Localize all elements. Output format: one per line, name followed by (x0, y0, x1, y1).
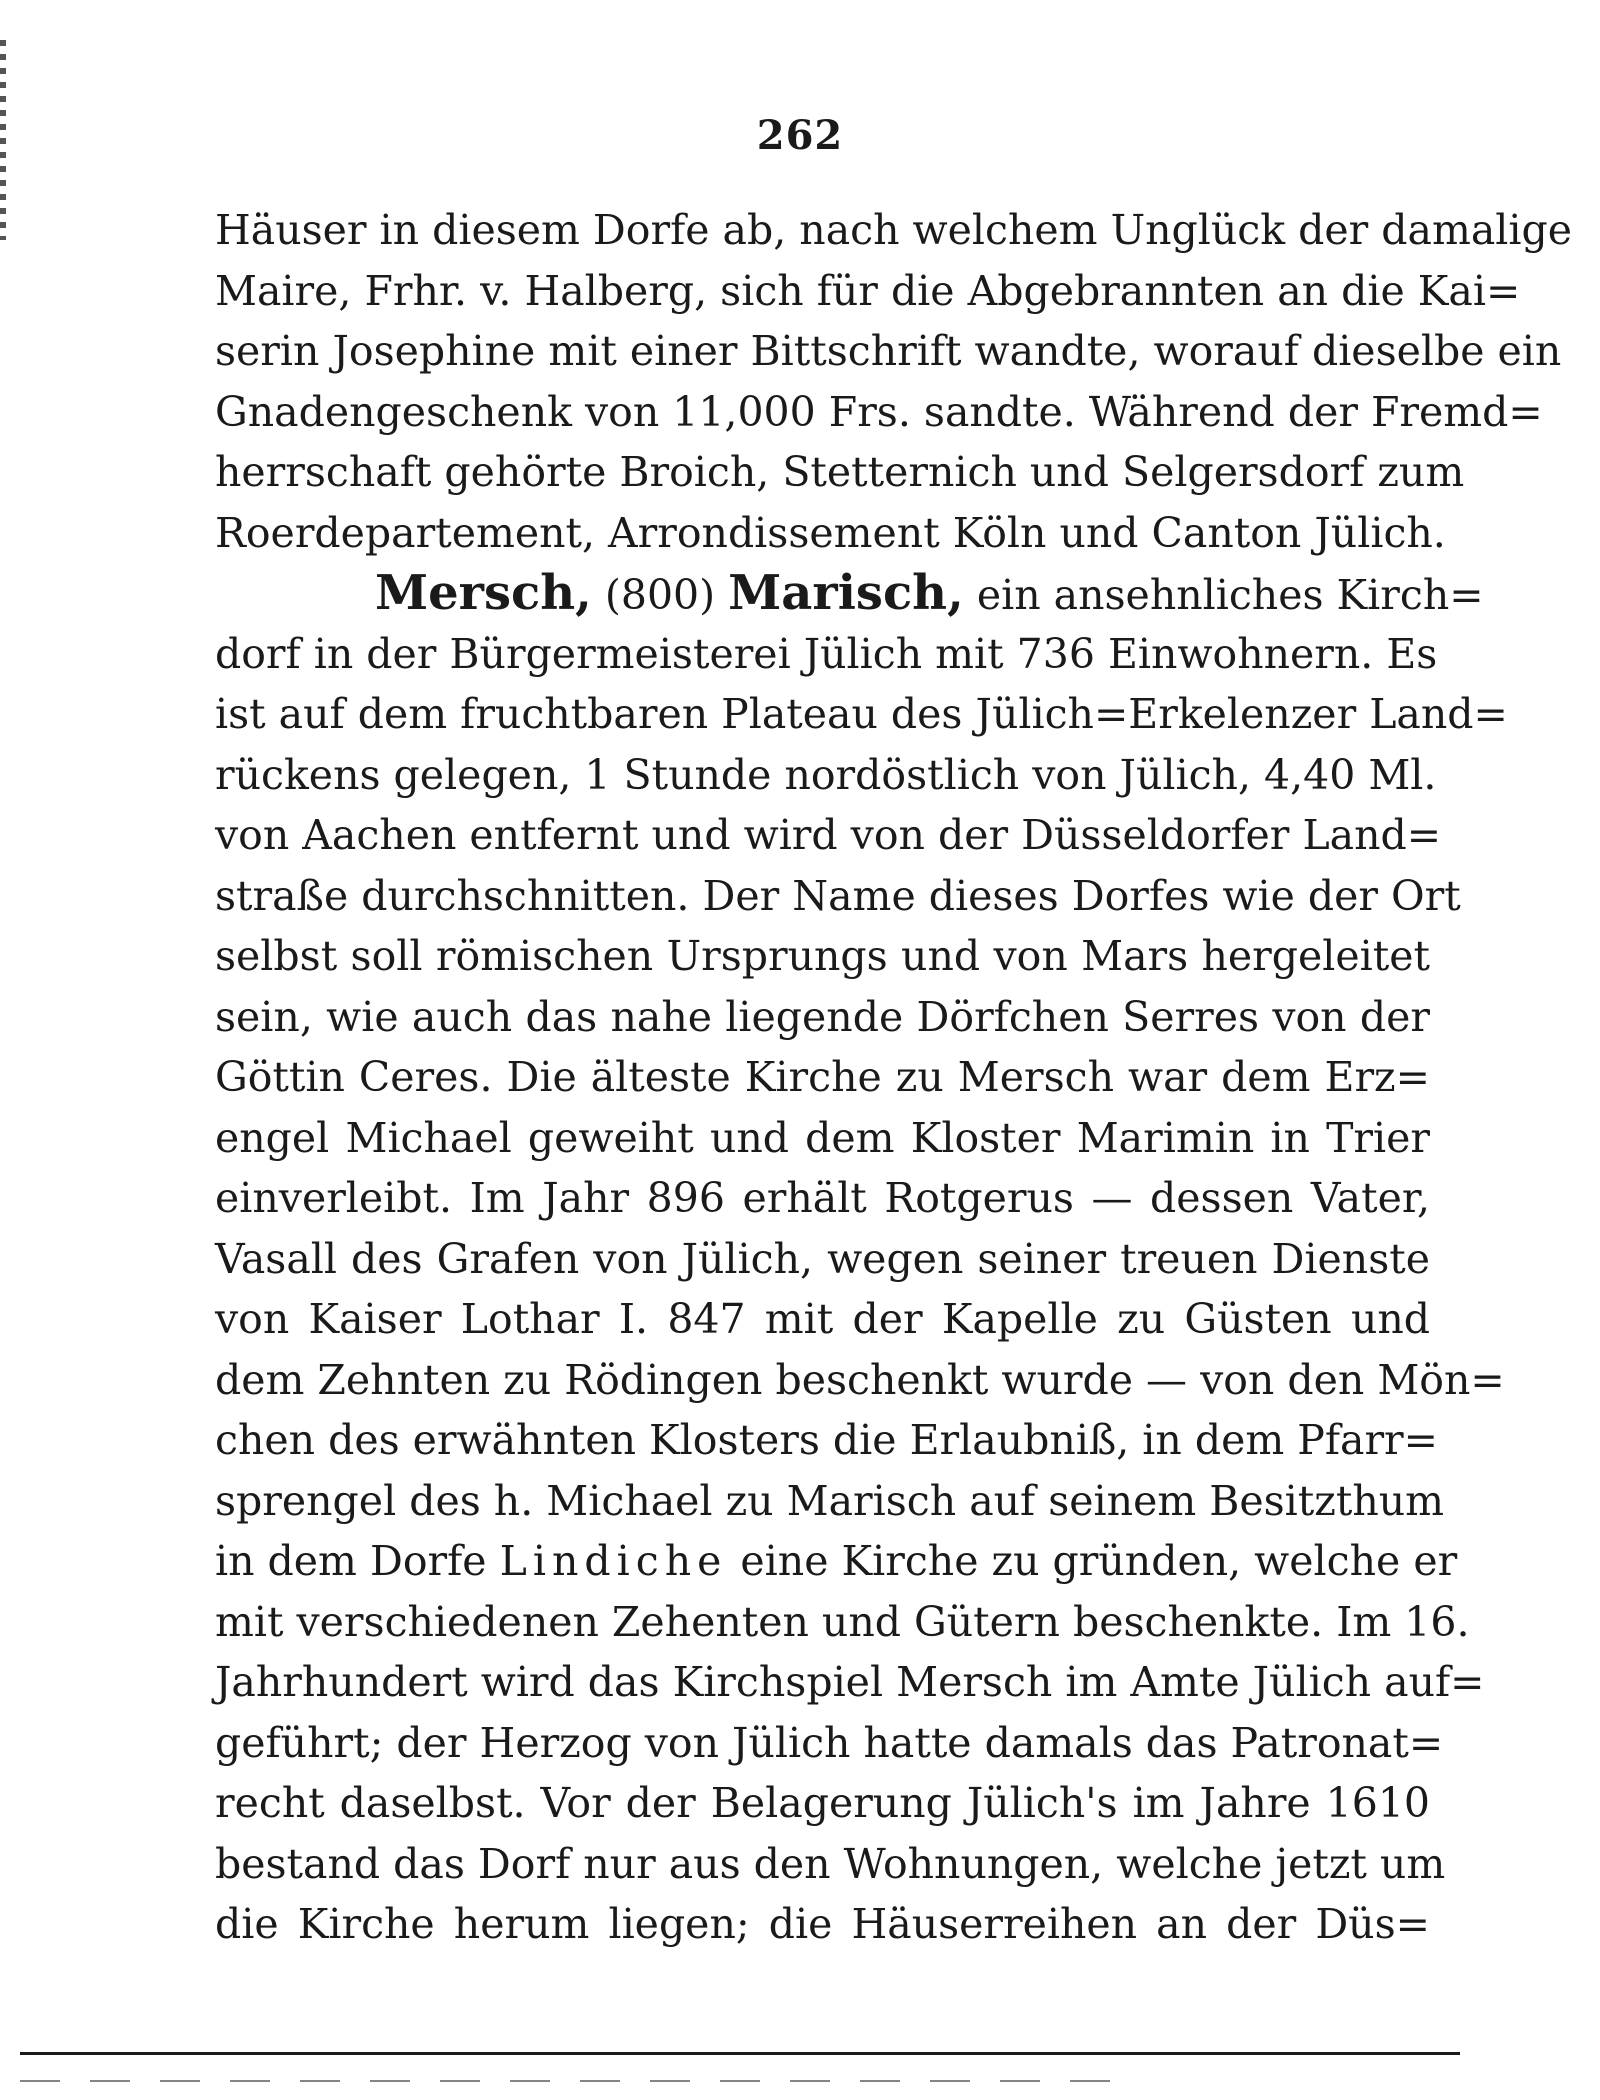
text-line: recht daselbst. Vor der Belagerung Jülich's im Jahre 1610 (215, 1779, 1430, 1827)
text-line: Häuser in diesem Dorfe ab, nach welchem Unglück der damalige (215, 206, 1573, 254)
entry-description: ein ansehnliches Kirch= (976, 571, 1484, 619)
text-line-lindiche (215, 1531, 1458, 1592)
text-line: sprengel des h. Michael zu Marisch auf seinem Besitzthum (215, 1476, 1445, 1525)
text-line: Vasall des Grafen von Jülich, wegen seiner treuen Dienste (215, 1234, 1430, 1283)
entry-name-marisch: Marisch, (728, 565, 964, 621)
text-line: Göttin Ceres. Die älteste Kirche zu Mersch war dem Erz= (215, 1053, 1430, 1101)
text-line: die Kirche herum liegen; die Häuserreihen an der Düs= (215, 1900, 1430, 1948)
page-number: 262 (756, 112, 844, 159)
text-line: chen des erwähnten Klosters die Erlaubniß, in dem Pfarr= (215, 1416, 1439, 1464)
text-line: von Kaiser Lothar I. 847 mit der Kapelle zu Güsten und (215, 1295, 1430, 1343)
text-line: mit verschiedenen Zehenten und Gütern beschenkte. Im 16. (215, 1597, 1470, 1646)
text-line: einverleibt. Im Jahr 896 erhält Rotgerus — dessen Vater, (215, 1174, 1430, 1222)
text-line: Maire, Frhr. v. Halberg, sich für die Abgebrannten an die Kai= (215, 266, 1521, 315)
text-line: rückens gelegen, 1 Stunde nordöstlich von Jülich, 4,40 Ml. (215, 750, 1437, 799)
text-segment: eine Kirche zu gründen, welche er (740, 1537, 1458, 1585)
text-line: Roerdepartement, Arrondissement Köln und Canton Jülich. (215, 508, 1446, 557)
text-line: bestand das Dorf nur aus den Wohnungen, welche jetzt um (215, 1839, 1446, 1888)
text-line: engel Michael geweiht und dem Kloster Marimin in Trier (215, 1113, 1430, 1162)
text-line: serin Josephine mit einer Bittschrift wandte, worauf dieselbe ein (215, 327, 1562, 375)
text-line: sein, wie auch das nahe liegende Dörfchen Serres von der (215, 992, 1430, 1041)
text-line: geführt; der Herzog von Jülich hatte damals das Patronat= (215, 1718, 1444, 1767)
entry-year: (800) (604, 571, 716, 619)
text-line: ist auf dem fruchtbaren Plateau des Jülich=Erkelenzer Land= (215, 690, 1508, 738)
page-bottom-edge (20, 2052, 1460, 2055)
text-line: Gnadengeschenk von 11,000 Frs. sandte. Während der Fremd= (215, 387, 1543, 436)
text-segment: in dem Dorfe (215, 1537, 487, 1585)
text-line: dem Zehnten zu Rödingen beschenkt wurde — von den Mön= (215, 1355, 1505, 1404)
entry-name-mersch: Mersch, (375, 565, 592, 621)
text-line: selbst soll römischen Ursprungs und von Mars hergeleitet (215, 932, 1430, 980)
text-line: herrschaft gehörte Broich, Stetternich und Selgersdorf zum (215, 448, 1465, 496)
text-line: Jahrhundert wird das Kirchspiel Mersch im Amte Jülich auf= (215, 1658, 1485, 1706)
entry-heading-line (215, 563, 1484, 624)
body-text (215, 200, 1573, 1955)
text-line: von Aachen entfernt und wird von der Düsseldorfer Land= (215, 811, 1442, 859)
text-line: straße durchschnitten. Der Name dieses Dorfes wie der Ort (215, 871, 1461, 920)
page-bottom-edge-shadow (20, 2080, 1120, 2082)
place-name-lindiche: Lindiche (499, 1537, 728, 1585)
text-line: dorf in der Bürgermeisterei Jülich mit 736 Einwohnern. Es (215, 629, 1438, 678)
